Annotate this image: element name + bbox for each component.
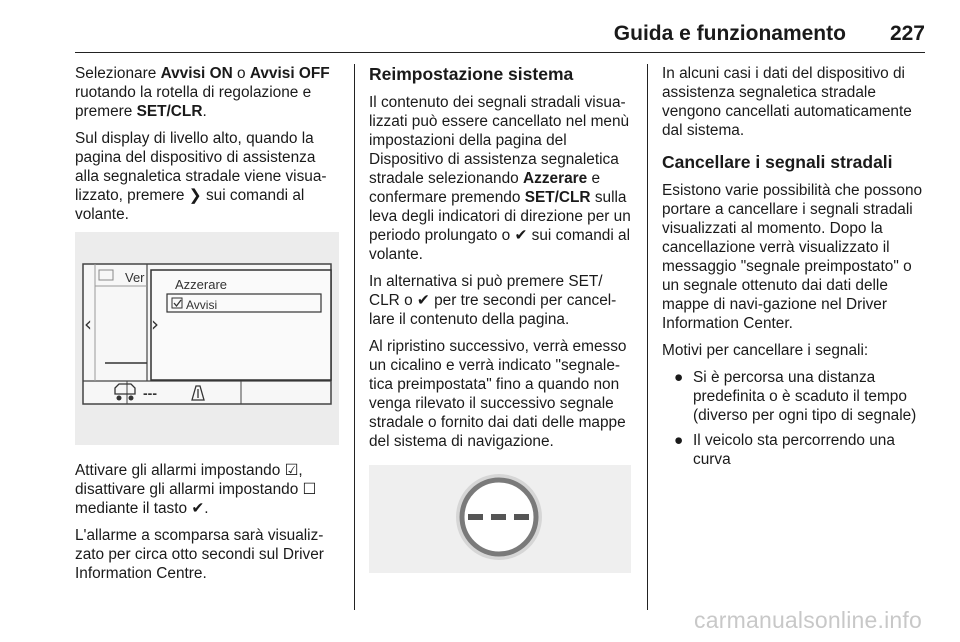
paragraph (369, 272, 634, 329)
paragraph (75, 461, 343, 518)
menu-title: Azzerare (175, 277, 228, 292)
no-speed-dashes: --- (143, 385, 157, 401)
paragraph: In alcuni casi i dati del dispositivo di assistenza segnaletica stradale vengono cancellati automaticamente dal sistema. (662, 65, 912, 139)
text: Attivare gli allarmi impostando (75, 462, 285, 479)
text: In alternativa si può premere SET/ CLR o (369, 273, 603, 309)
text: sulla leva degli indicatori di direzione per un periodo prolungato o (369, 189, 631, 244)
reset-sign-svg (369, 465, 631, 573)
column-2 (369, 64, 634, 573)
text: e confermare premendo (369, 170, 601, 206)
ui-term: SET/CLR (524, 189, 591, 206)
paragraph: Motivi per cancellare i segnali: (662, 342, 869, 359)
text: Selezionare (75, 65, 161, 82)
ui-term: Avvisi ON (160, 65, 233, 82)
checkbox-checked-icon: ☑ (284, 461, 299, 479)
ui-term: SET/CLR (136, 103, 203, 120)
paragraph: Al ripristino successivo, verrà emesso un cicalino e verrà indicato "segnale-tica preimpostata" fino a quando non venga rilevato il successivo segnale stradale o fornito dai dati delle mappe del sistema di navigazione. (369, 338, 627, 450)
text: o (232, 65, 250, 82)
list-item (662, 431, 926, 469)
chevron-right-icon: ❯ (188, 186, 202, 204)
page-header (75, 22, 925, 52)
checkmark-icon: ✔ (416, 291, 430, 309)
menu-item-label: Avvisi (186, 298, 218, 312)
dash-1 (468, 514, 483, 520)
right-arrow-icon: › (151, 312, 159, 336)
display-illustration-svg (75, 232, 339, 445)
text: per tre secondi per cancel-lare il contenuto della pagina. (369, 292, 617, 328)
section-heading: Cancellare i segnali stradali (662, 152, 893, 172)
dash-3 (514, 514, 529, 520)
header-divider (75, 52, 925, 53)
column-divider-1 (354, 64, 355, 610)
bullet-icon: ● (674, 369, 684, 386)
checkbox-empty-icon: ☐ (302, 480, 317, 498)
text: mediante il tasto (75, 500, 192, 517)
tab-label: Ver (125, 270, 145, 285)
text: , disattivare gli allarmi impostando (75, 462, 303, 498)
page-number: 227 (889, 22, 925, 45)
ui-term: Azzerare (523, 170, 588, 187)
checkmark-icon: ✔ (514, 226, 528, 244)
display-illustration (75, 232, 339, 445)
section-heading: Reimpostazione sistema (369, 64, 574, 84)
text: . (202, 103, 207, 120)
column-1 (75, 64, 343, 591)
list-item-text: Il veicolo sta percorrendo una curva (693, 432, 895, 468)
list-item (662, 368, 926, 425)
text: ruotando la rotella di regolazione e premere (75, 84, 312, 120)
text: sui comandi al volante. (369, 227, 631, 263)
column-3 (662, 64, 926, 475)
dash-2 (491, 514, 506, 520)
text: sui comandi al volante. (75, 187, 305, 223)
list-item-text: Si è percorsa una distanza predefinita o è scaduto il tempo (diverso per ogni tipo di segnale) (693, 369, 917, 424)
reset-sign-illustration (369, 465, 631, 573)
left-arrow-icon: ‹ (84, 312, 92, 336)
section-title: Guida e funzionamento (613, 22, 846, 45)
paragraph: L'allarme a scomparsa sarà visualiz-zato per circa otto secondi sul Driver Information Centre. (75, 527, 324, 582)
paragraph (75, 64, 343, 121)
paragraph: Esistono varie possibilità che possono portare a cancellare i segnali stradali visualizzati al momento. Dopo la cancellazione verrà visualizzato il messaggio "segnale preimpostato" o un segnale ottenuto dai dati delle mappe di navi-gazione nel Driver Information Center. (662, 182, 923, 332)
text: Il contenuto dei segnali stradali visua-lizzati può essere cancellato nel menù impostazioni della pagina del Dispositivo di assistenza segnaletica stradale selezionando (369, 94, 630, 187)
watermark[interactable]: carmanualsonline.info (694, 607, 922, 633)
column-divider-2 (647, 64, 648, 610)
paragraph (369, 93, 634, 264)
paragraph (75, 129, 343, 224)
reasons-list (662, 368, 926, 469)
checkmark-icon: ✔ (191, 499, 205, 517)
text: . (204, 500, 209, 517)
bullet-icon: ● (674, 432, 684, 449)
ui-term: Avvisi OFF (249, 65, 330, 82)
text: Sul display di livello alto, quando la pagina del dispositivo di assistenza alla segnaletica stradale viene visua-lizzato, premere (75, 130, 327, 204)
